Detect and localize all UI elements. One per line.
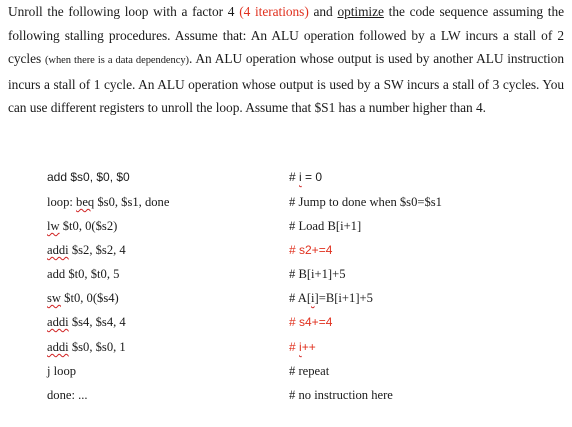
question-part: Unroll the following loop with a factor 4 [8, 4, 240, 19]
question-part: the code sequence assuming the following stalling procedures. Assume that: An ALU operation followed by a LW incurs a stall of 2 cycles [8, 4, 565, 67]
code-comment: # Load B[i+1] [289, 219, 362, 233]
code-comment: # B[i+1]+5 [289, 267, 346, 281]
code-instruction: addi $s2, $s2, 4 [47, 243, 126, 257]
question-part: . An ALU operation whose output is used by another ALU instruction incurs a stall of 1 cycle. An ALU operation whose output is used by a SW incurs a stall of 3 cycles. You can use different registers to unroll the loop. Assume that $S1 has a number higher than 4. [8, 51, 564, 116]
data-dependency-note: (when there is a data dependency) [44, 55, 190, 67]
optimize-word: optimize [337, 4, 384, 19]
code-instruction: add $s0, $0, $0 [47, 170, 130, 184]
code-instruction: add $t0, $t0, 5 [47, 267, 120, 281]
question-part: and [308, 4, 338, 19]
code-comment: # no instruction here [289, 388, 393, 402]
code-comment: # Jump to done when $s0=$s1 [289, 195, 442, 209]
code-instruction: loop: beq $s0, $s1, done [47, 195, 170, 209]
iterations-note: (4 iterations) [239, 4, 309, 19]
code-comment: # i++ [289, 340, 316, 354]
code-instruction: addi $s0, $s0, 1 [47, 340, 126, 354]
code-comment: # repeat [289, 364, 330, 378]
code-comment: # i = 0 [289, 170, 323, 184]
code-instruction: done: ... [47, 388, 88, 402]
code-comment: # A[i]=B[i+1]+5 [289, 291, 373, 305]
code-comment: # s4+=4 [289, 315, 333, 329]
code-instruction: sw $t0, 0($s4) [47, 291, 119, 305]
code-instruction: addi $s4, $s4, 4 [47, 315, 126, 329]
code-instruction: lw $t0, 0($s2) [47, 219, 118, 233]
code-instruction: j loop [47, 364, 77, 378]
code-comment: # s2+=4 [289, 243, 333, 257]
